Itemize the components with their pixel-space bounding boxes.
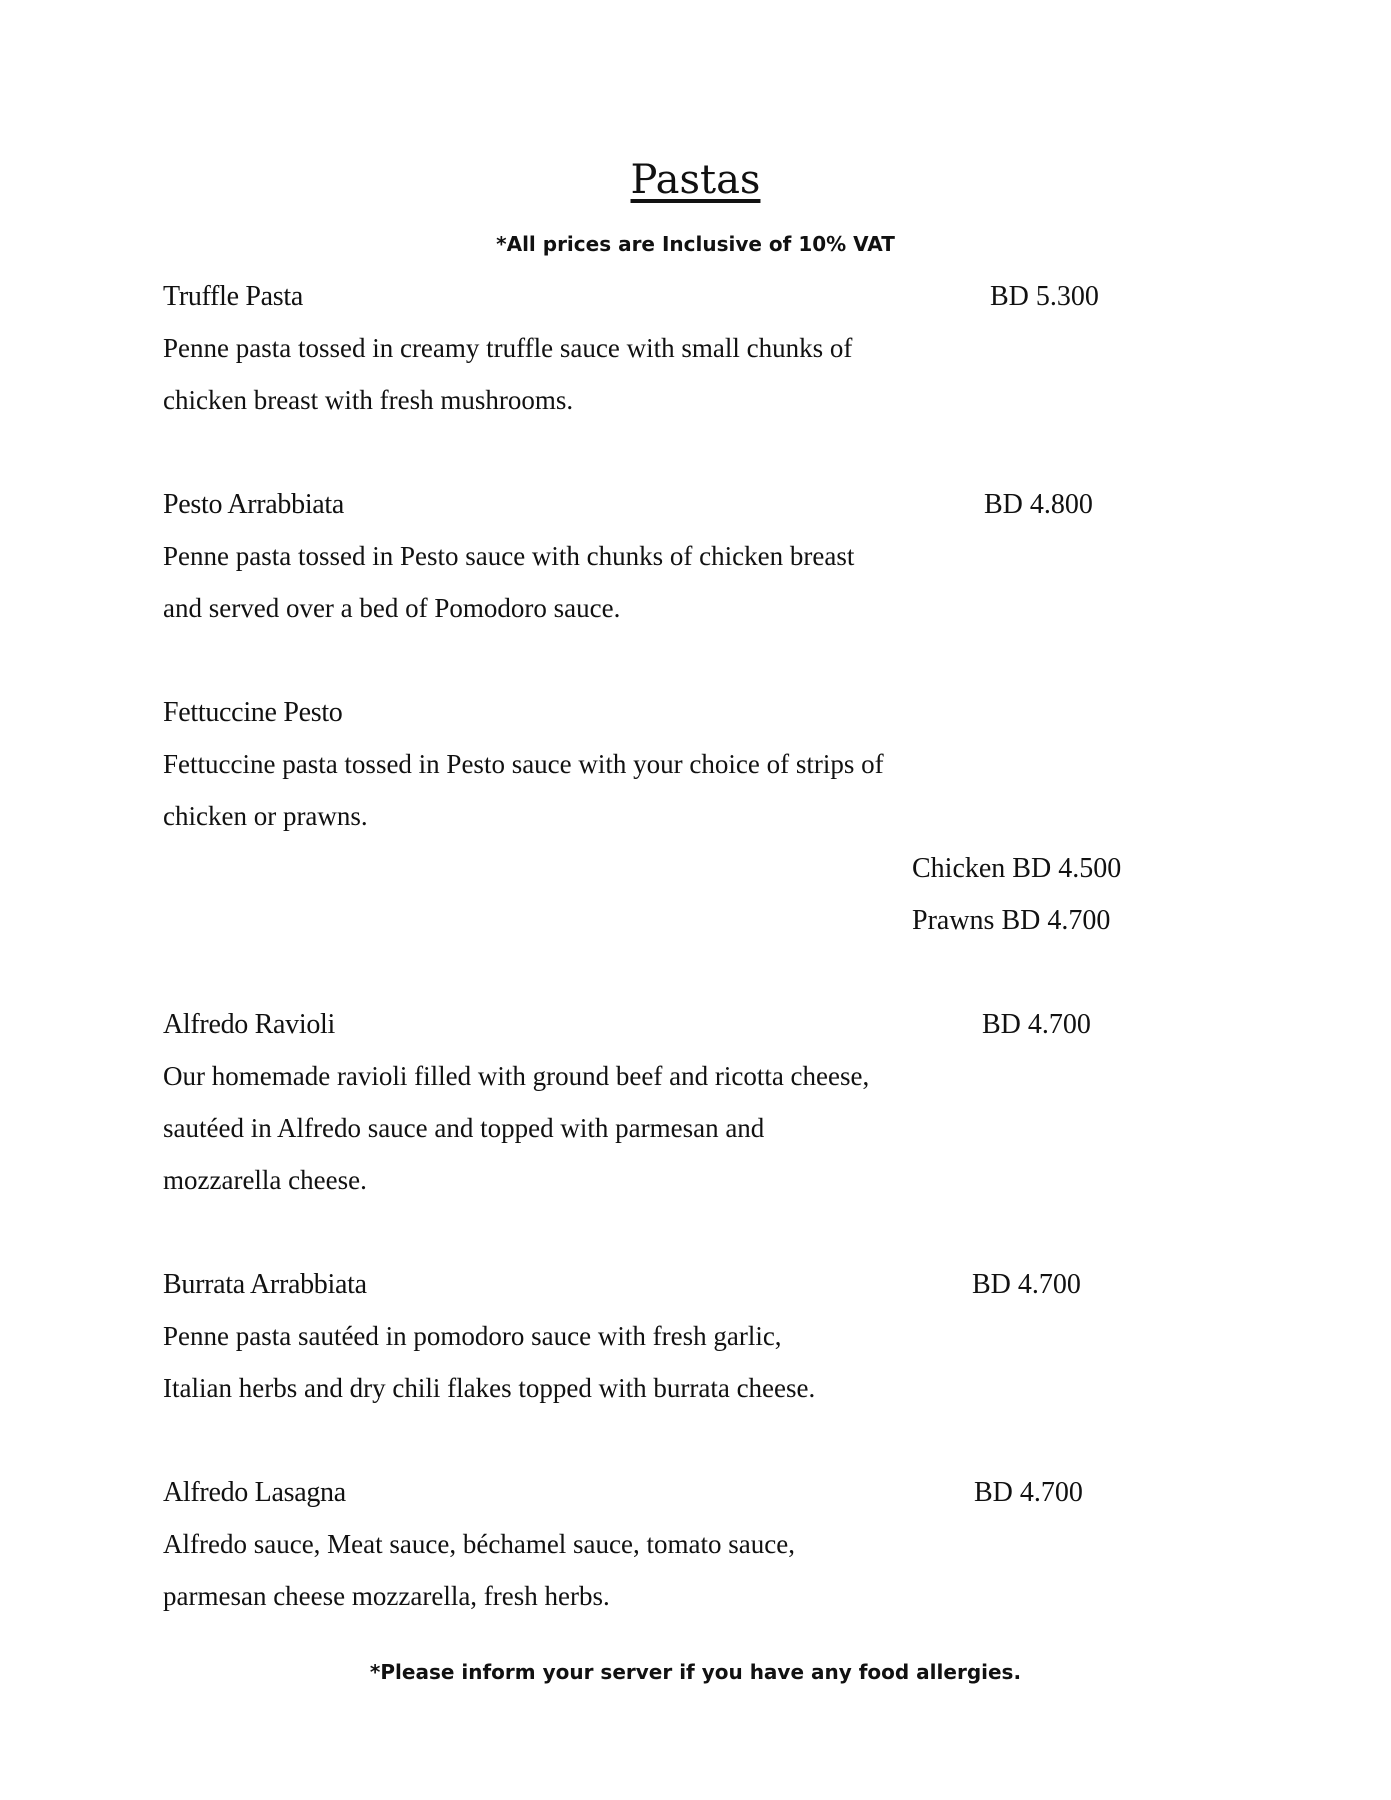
item-price-pesto-arrabbiata: BD 4.800	[984, 489, 1093, 520]
item-price-burrata-arrabbiata: BD 4.700	[972, 1269, 1081, 1300]
page-title: Pastas	[630, 157, 761, 203]
item-description-line: sautéed in Alfredo sauce and topped with parmesan and	[163, 1113, 765, 1143]
vat-note: *All prices are Inclusive of 10% VAT	[496, 232, 895, 256]
item-price-alfredo-ravioli: BD 4.700	[982, 1009, 1091, 1040]
item-description-line: Italian herbs and dry chili flakes topped with burrata cheese.	[163, 1373, 816, 1403]
item-description-line: Fettuccine pasta tossed in Pesto sauce with your choice of strips of	[163, 749, 884, 779]
item-description-line: chicken breast with fresh mushrooms.	[163, 385, 574, 415]
item-option-price-prawns: Prawns BD 4.700	[912, 905, 1111, 936]
item-description-line: Penne pasta tossed in Pesto sauce with chunks of chicken breast	[163, 541, 855, 571]
item-description-line: parmesan cheese mozzarella, fresh herbs.	[163, 1581, 610, 1611]
item-name-pesto-arrabbiata: Pesto Arrabbiata	[163, 489, 345, 520]
allergy-note: *Please inform your server if you have any food allergies.	[369, 1660, 1022, 1684]
item-name-alfredo-ravioli: Alfredo Ravioli	[163, 1009, 336, 1040]
item-name-truffle-pasta: Truffle Pasta	[163, 281, 303, 312]
item-name-alfredo-lasagna: Alfredo Lasagna	[163, 1477, 346, 1508]
item-option-price-chicken: Chicken BD 4.500	[912, 853, 1122, 884]
item-name-fettuccine-pesto: Fettuccine Pesto	[163, 697, 343, 728]
item-description-line: Our homemade ravioli filled with ground beef and ricotta cheese,	[163, 1061, 870, 1091]
item-price-truffle-pasta: BD 5.300	[990, 281, 1099, 312]
item-description-line: mozzarella cheese.	[163, 1165, 367, 1195]
item-description-line: and served over a bed of Pomodoro sauce.	[163, 593, 621, 623]
item-name-burrata-arrabbiata: Burrata Arrabbiata	[163, 1269, 367, 1300]
item-description-line: chicken or prawns.	[163, 801, 368, 831]
item-description-line: Alfredo sauce, Meat sauce, béchamel sauce, tomato sauce,	[163, 1529, 795, 1559]
item-description-line: Penne pasta sautéed in pomodoro sauce with fresh garlic,	[163, 1321, 782, 1351]
item-price-alfredo-lasagna: BD 4.700	[974, 1477, 1083, 1508]
item-description-line: Penne pasta tossed in creamy truffle sauce with small chunks of	[163, 333, 853, 363]
